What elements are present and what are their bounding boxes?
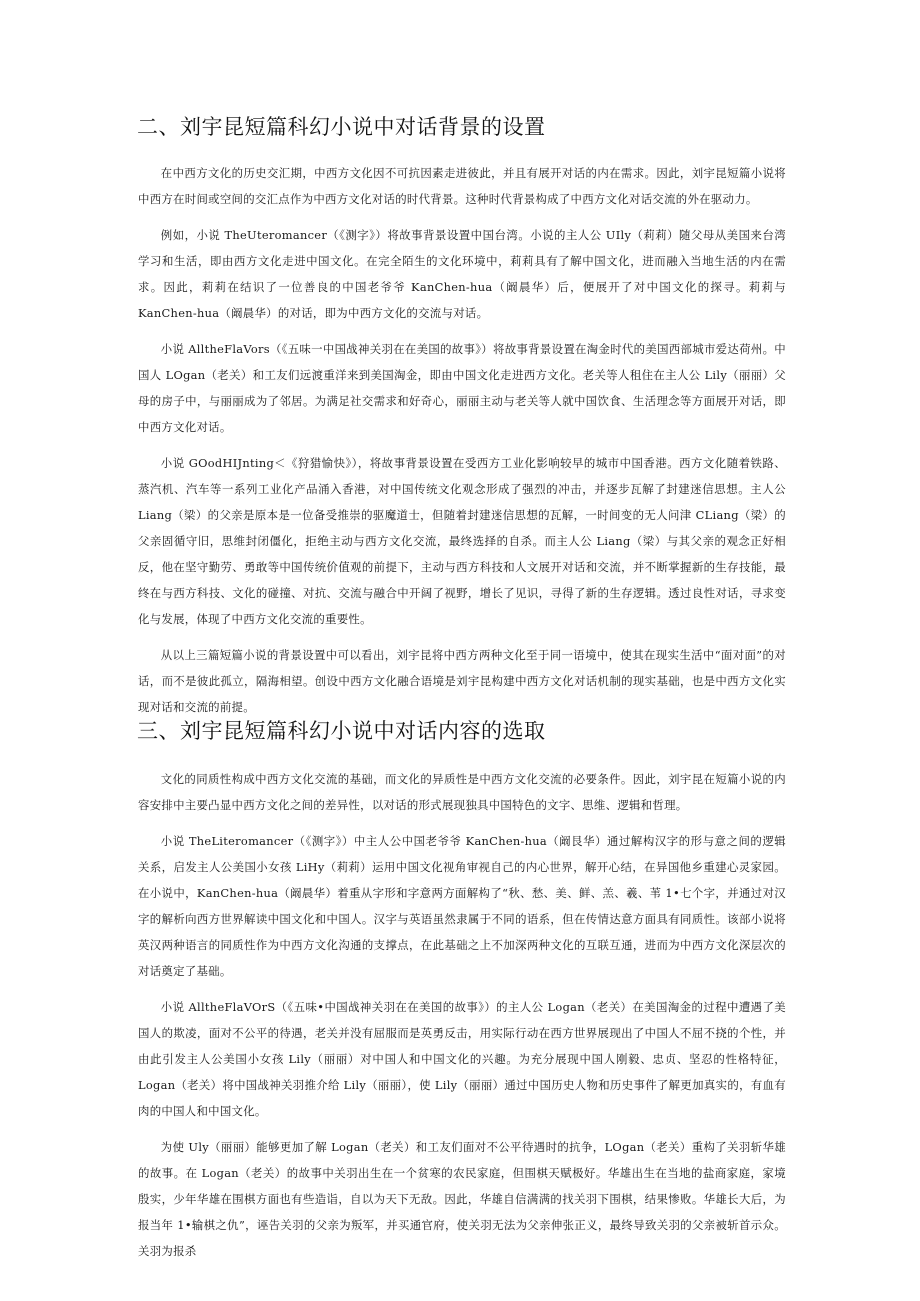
paragraph: 小说 AlltheFlaVors（《五味一中国战神关羽在在美国的故事》）将故事背景设置在淘金时代的美国西部城市爱达荷州。中国人 LOgan（老关）和工友们远渡重洋来到美国淘金，即由中国文化走进西方文化。老关等人租住在主人公 Lily（丽丽）父母的房子中，与丽丽成为了邻居。为满足社交需求和好奇心，丽丽主动与老关等人就中国饮食、生活理念等方面展开对话，即中西方文化对话。 [138, 342, 786, 434]
paragraph: 为使 Uly（丽丽）能够更加了解 Logan（老关）和工友们面对不公平待遇时的抗争，LOgan（老关）重构了关羽斩华雄的故事。在 Logan（老关）的故事中关羽出生在一个贫寒的农民家庭，但围棋天赋极好。华雄出生在当地的盐商家庭，家境殷实，少年华雄在围棋方面也有些造诣，自以为天下无敌。因此，华雄自信满满的找关羽下围棋，结果惨败。华雄长大后，为报当年 1•输棋之仇”，诬告关羽的父亲为叛军，并买通官府，使关羽无法为父亲伸张正义，最终导致关羽的父亲被斩首示众。关羽为报杀 [138, 1140, 786, 1258]
paragraph: 文化的同质性构成中西方文化交流的基础，而文化的异质性是中西方文化交流的必要条件。因此，刘宇昆在短篇小说的内容安排中主要凸显中西方文化之间的差异性，以对话的形式展现独具中国特色的文字、思维、逻辑和哲理。 [138, 772, 786, 812]
paragraph: 小说 TheLiteromancer（《测字》）中主人公中国老爷爷 KanChen-hua（阚艮华）通过解构汉字的形与意之间的逻辑关系，启发主人公美国小女孩 LiHy（莉莉）运用中国文化视角审视自己的内心世界，解开心结，在异国他乡重建心灵家园。在小说中，KanChen-hua（阚晨华）着重从字形和字意两方面解构了“秋、愁、美、鲜、羔、羲、苇 1•七个字，并通过对汉字的解析向西方世界解读中国文化和中国人。汉字与英语虽然隶属于不同的语系，但在传情达意方面具有同质性。该部小说将英汉两种语言的同质性作为中西方文化沟通的支撑点，在此基础之上不加深两种文化的互联互通，进而为中西方文化深层次的对话奠定了基础。 [138, 834, 786, 978]
section-heading-dialogue-background: 二、刘宇昆短篇科幻小说中对话背景的设置 [137, 115, 546, 139]
paragraph: 在中西方文化的历史交汇期，中西方文化因不可抗因素走进彼此，并且有展开对话的内在需求。因此，刘宇昆短篇小说将中西方在时间或空间的交汇点作为中西方文化对话的时代背景。这种时代背景构成了中西方文化对话交流的外在驱动力。 [138, 166, 786, 206]
paragraph: 从以上三篇短篇小说的背景设置中可以看出，刘宇昆将中西方两种文化至于同一语境中，使其在现实生活中“面对面”的对话，而不是彼此孤立，隔海相望。创设中西方文化融合语境是刘宇昆构建中西方文化对话机制的现实基础，也是中西方文化实现对话和交流的前提。 [138, 648, 786, 714]
section-body-dialogue-background [138, 160, 786, 730]
section-body-dialogue-content [138, 766, 786, 1274]
paragraph: 小说 AlltheFlaVOrS（《五味•中国战神关羽在在美国的故事》）的主人公 Logan（老关）在美国淘金的过程中遭遇了美国人的欺凌，面对不公平的待遇，老关并没有屈服而是英勇反击，用实际行动在西方世界展现出了中国人不屈不挠的个性，并由此引发主人公美国小女孩 Lily（丽丽）对中国人和中国文化的兴趣。为充分展现中国人刚毅、忠贞、坚忍的性格特征，Logan（老关）将中国战神关羽推介给 Lily（丽丽），使 Lily（丽丽）通过中国历史人物和历史事件了解更加真实的，有血有肉的中国人和中国文化。 [138, 1000, 786, 1118]
section-heading-dialogue-content: 三、刘宇昆短篇科幻小说中对话内容的选取 [137, 719, 546, 743]
paragraph: 例如，小说 TheUteromancer（《测字》）将故事背景设置中国台湾。小说的主人公 UIly（莉莉）随父母从美国来台湾学习和生活，即由西方文化走进中国文化。在完全陌生的文化环境中，莉莉具有了解中国文化，进而融入当地生活的内在需求。因此，莉莉在结识了一位善良的中国老爷爷 KanChen-hua（阚晨华）后，便展开了对中国文化的探寻。莉莉与 KanChen-hua（阚晨华）的对话，即为中西方文化的交流与对话。 [138, 228, 786, 320]
paragraph: 小说 GOodHIJnting＜《狩猎愉快》），将故事背景设置在受西方工业化影响较早的城市中国香港。西方文化随着铁路、蒸汽机、汽车等一系列工业化产品涌入香港，对中国传统文化观念形成了强烈的冲击，并逐步瓦解了封建迷信思想。主人公 Liang（梁）的父亲是原本是一位备受推崇的驱魔道士，但随着封建迷信思想的瓦解，一时间变的无人问津 CLiang（梁）的父亲固循守旧，思维封闭僵化，拒绝主动与西方文化交流，最终选择的自杀。而主人公 Liang（梁）与其父亲的观念正好相反，他在坚守勤劳、勇敢等中国传统价值观的前提下，主动与西方科技和人文展开对话和交流，并不断掌握新的生存技能，最终在与西方科技、文化的碰撞、对抗、交流与融合中开阔了视野，增长了见识，寻得了新的生存逻辑。透过良性对话，寻求变化与发展，体现了中西方文化交流的重要性。 [138, 456, 786, 626]
